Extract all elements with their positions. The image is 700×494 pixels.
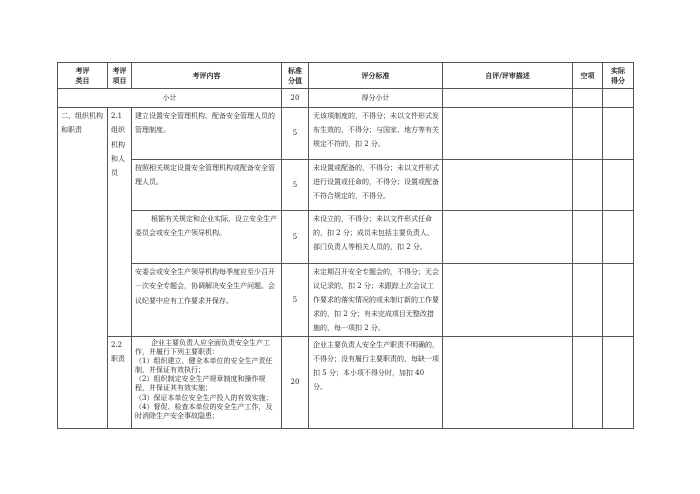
duty-line: （2）组织制定安全生产规章制度和操作规程，并保证其有效实施；	[135, 375, 266, 393]
actual-score-cell[interactable]	[603, 108, 634, 160]
actual-score-cell[interactable]	[603, 160, 634, 211]
empty-cell[interactable]	[573, 160, 603, 211]
header-self-eval: 自评/评审描述	[443, 63, 573, 89]
self-eval-cell[interactable]	[443, 211, 573, 264]
self-eval-cell[interactable]	[443, 108, 573, 160]
item-cell: 2.2 职责	[108, 337, 132, 429]
content-cell: 根据有关规定和企业实际，设立安全生产委员会或安全生产领导机构。	[132, 211, 282, 264]
self-eval-cell[interactable]	[443, 89, 573, 108]
self-eval-cell[interactable]	[443, 337, 573, 429]
duty-line: 企业主要负责人应全面负责安全生产工作，并履行下列主要职责：	[135, 339, 270, 357]
score-cell: 5	[282, 211, 309, 264]
subtotal-label: 小计	[58, 89, 282, 108]
table-row	[58, 211, 634, 264]
empty-cell[interactable]	[573, 337, 603, 429]
empty-cell[interactable]	[573, 264, 603, 337]
criteria-cell: 无该项制度的，不得分；未以文件形式发布生效的，不得分；与国家、地方等有关规定不符的，扣 2 分。	[309, 108, 443, 160]
criteria-cell: 企业主要负责人安全生产职责不明确的，不得分；没有履行主要职责的，每缺一项扣 5 分；本小项不得分时，加扣 40 分。	[309, 337, 443, 429]
subtotal-row	[58, 89, 634, 108]
header-row	[58, 63, 634, 89]
content-cell: 安委会或安全生产领导机构每季度应至少召开一次安全专题会，协调解决安全生产问题。会议纪要中应有工作要求并保存。	[132, 264, 282, 337]
header-score: 标准 分值	[282, 63, 309, 89]
subtotal-score: 20	[282, 89, 309, 108]
duty-line: （4）督促、检查本单位的安全生产工作，及时消除生产安全事故隐患；	[135, 402, 273, 420]
table-row	[58, 337, 634, 429]
actual-score-cell[interactable]	[603, 337, 634, 429]
content-cell: 建立设置安全管理机构、配备安全管理人员的管理制度。	[132, 108, 282, 160]
empty-cell[interactable]	[573, 108, 603, 160]
item-cell: 2.1 组织机构和人员	[108, 108, 132, 337]
self-eval-cell[interactable]	[443, 160, 573, 211]
score-cell: 5	[282, 160, 309, 211]
duty-line: （3）保证本单位安全生产投入的有效实施；	[135, 393, 273, 402]
header-item: 考评 项目	[108, 63, 132, 89]
header-criteria: 评分标准	[309, 63, 443, 89]
score-cell: 5	[282, 264, 309, 337]
subtotal-criteria: 得分小计	[309, 89, 443, 108]
criteria-cell: 未设置或配备的，不得分；未以文件形式进行设置或任命的，不得分；设置或配备不符合规定的，不得分。	[309, 160, 443, 211]
empty-cell[interactable]	[573, 89, 603, 108]
table-row	[58, 264, 634, 337]
actual-score-cell[interactable]	[603, 211, 634, 264]
score-cell: 5	[282, 108, 309, 160]
criteria-cell: 未设立的，不得分；未以文件形式任命的，扣 2 分；成员未包括主要负责人、部门负责人等相关人员的，扣 2 分。	[309, 211, 443, 264]
header-empty: 空项	[573, 63, 603, 89]
table-row	[58, 108, 634, 160]
empty-cell[interactable]	[573, 211, 603, 264]
category-cell: 二、组织机构和职责	[58, 108, 108, 429]
header-actual: 实际 得分	[603, 63, 634, 89]
score-cell: 20	[282, 337, 309, 429]
duty-line: （1）组织建立、健全本单位的安全生产责任制，并保证有效执行；	[135, 357, 273, 375]
actual-score-cell[interactable]	[603, 264, 634, 337]
evaluation-table	[57, 62, 634, 429]
table-row	[58, 160, 634, 211]
content-cell	[132, 337, 282, 429]
header-category: 考评 类目	[58, 63, 108, 89]
content-cell: 按照相关规定设置安全管理机构或配备安全管理人员。	[132, 160, 282, 211]
criteria-cell: 未定期召开安全专题会的，不得分；无会议记录的，扣 2 分；未跟踪上次会议工作要求的落实情况的或未制订新的工作要求的，扣 2 分；有未完成项目无整改措施的，每一项扣 2 分。	[309, 264, 443, 337]
self-eval-cell[interactable]	[443, 264, 573, 337]
header-content: 考评内容	[132, 63, 282, 89]
actual-score-cell[interactable]	[603, 89, 634, 108]
